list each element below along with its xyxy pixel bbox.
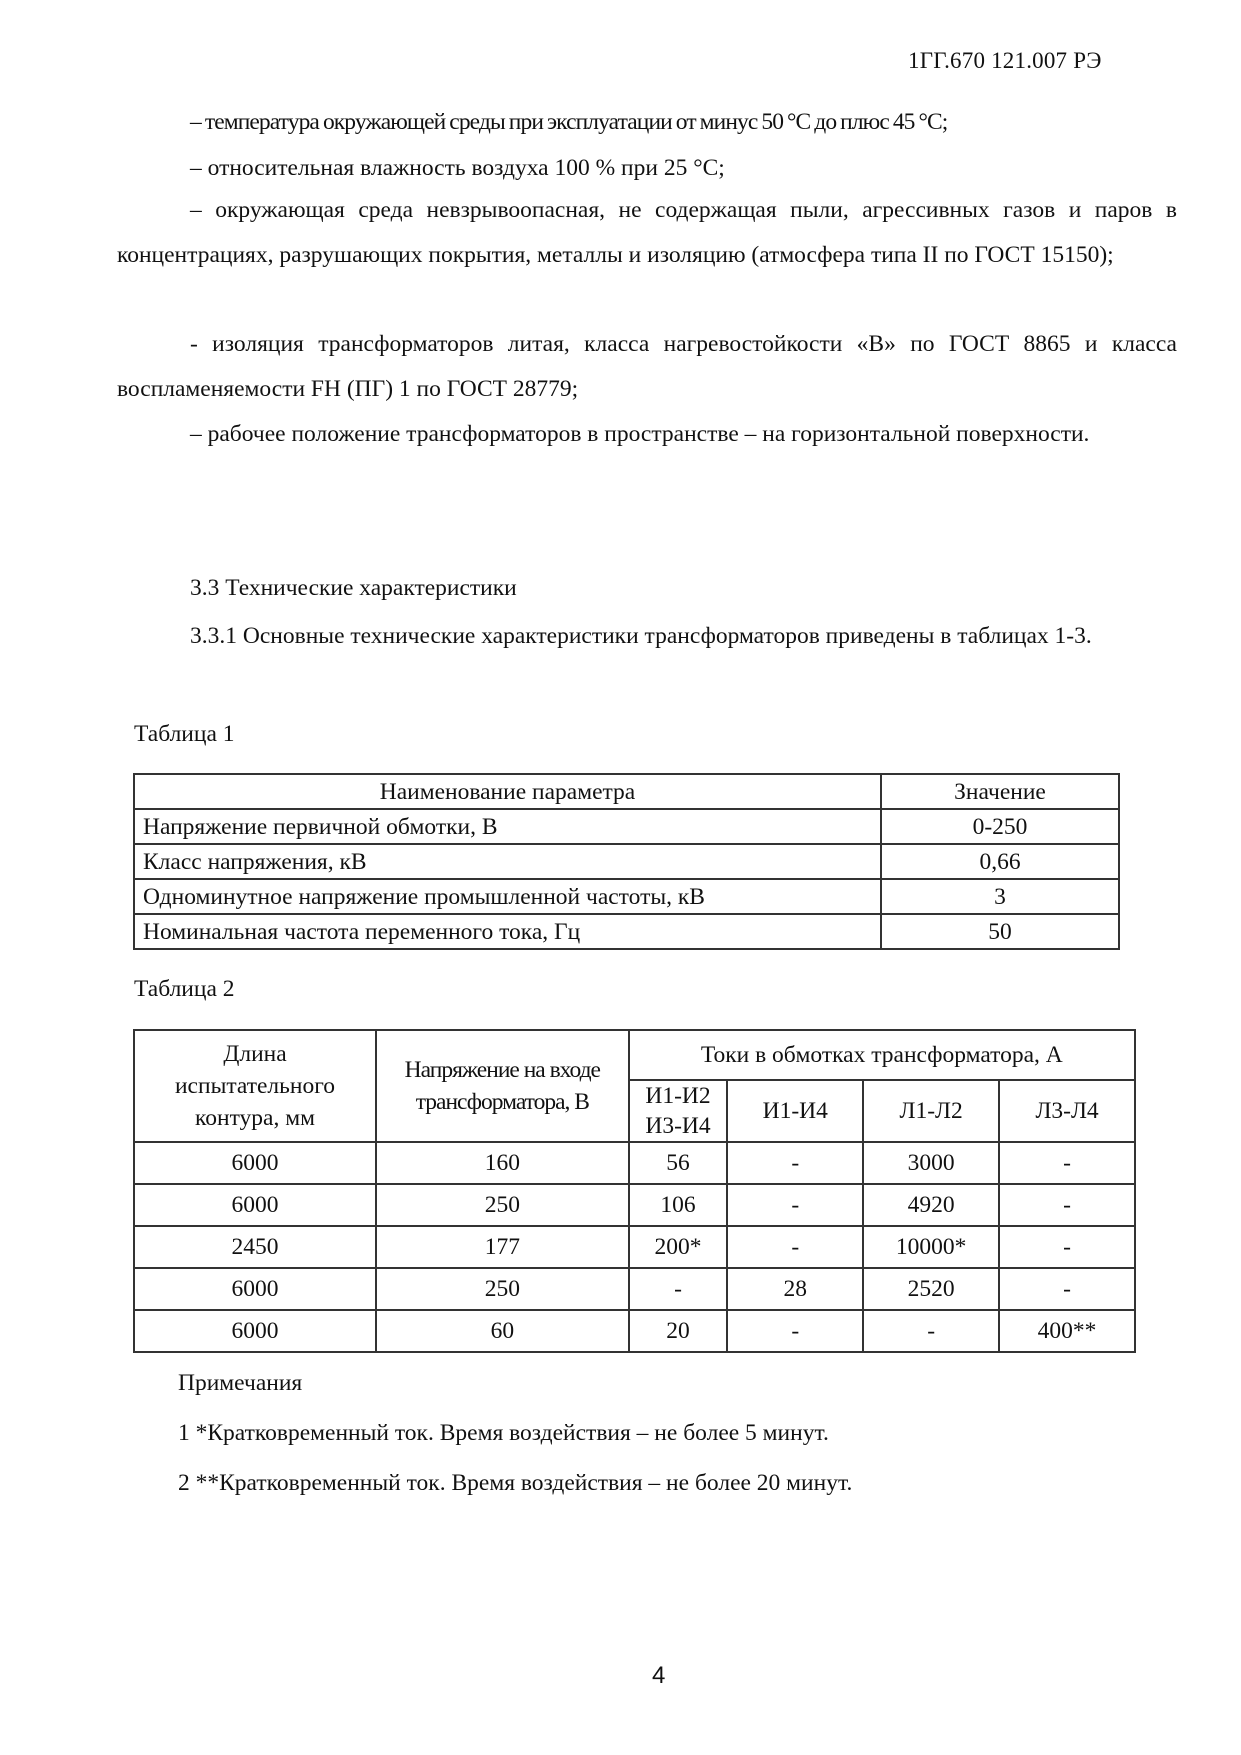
table-row: [134, 1310, 1135, 1352]
cell-voltage: 60: [376, 1310, 629, 1352]
cell-l3-l4: 400**: [999, 1310, 1135, 1352]
cell-l3-l4: -: [999, 1184, 1135, 1226]
cell-l3-l4: -: [999, 1142, 1135, 1184]
table-row: [134, 1142, 1135, 1184]
cell-i1-i4: -: [727, 1226, 863, 1268]
column-header-i1-i2-i3-i4: И1-И2 И3-И4: [629, 1080, 728, 1142]
cell-length: 6000: [134, 1268, 376, 1310]
parameter-value: 0-250: [881, 809, 1119, 844]
cell-i1-i4: -: [727, 1142, 863, 1184]
cell-l1-l2: 2520: [863, 1268, 999, 1310]
currents-table: [133, 1029, 1136, 1353]
table-row: [134, 1268, 1135, 1310]
cell-length: 6000: [134, 1184, 376, 1226]
parameter-value: 3: [881, 879, 1119, 914]
cell-i1-i2-i3-i4: 20: [629, 1310, 728, 1352]
column-group-currents: Токи в обмотках трансформатора, А: [629, 1030, 1135, 1080]
parameter-name: Одноминутное напряжение промышленной частоты, кВ: [134, 879, 881, 914]
parameter-name: Напряжение первичной обмотки, В: [134, 809, 881, 844]
section-heading: 3.3 Технические характеристики: [190, 575, 517, 601]
table1-caption: Таблица 1: [134, 721, 235, 747]
cell-length: 6000: [134, 1310, 376, 1352]
paragraph-environment: – окружающая среда невзрывоопасная, не содержащая пыли, агрессивных газов и паров в концентрациях, разрушающих покрытия, металлы и изоляцию (атмосфера типа II по ГОСТ 15150);: [117, 197, 1177, 268]
column-header-value: Значение: [881, 774, 1119, 809]
column-header-parameter: Наименование параметра: [134, 774, 881, 809]
page-number: 4: [652, 1662, 666, 1689]
table-row: [134, 1226, 1135, 1268]
cell-i1-i2-i3-i4: 56: [629, 1142, 728, 1184]
cell-length: 6000: [134, 1142, 376, 1184]
note-item: 1 *Кратковременный ток. Время воздействия – не более 5 минут.: [178, 1420, 829, 1446]
paragraph-position: – рабочее положение трансформаторов в пространстве – на горизонтальной поверхности.: [190, 421, 1090, 447]
table-row: [134, 809, 1119, 844]
cell-i1-i2-i3-i4: 106: [629, 1184, 728, 1226]
document-code: 1ГГ.670 121.007 РЭ: [908, 48, 1102, 73]
cell-l1-l2: 4920: [863, 1184, 999, 1226]
note-item: 2 **Кратковременный ток. Время воздействия – не более 20 минут.: [178, 1470, 853, 1496]
cell-l3-l4: -: [999, 1226, 1135, 1268]
cell-i1-i2-i3-i4: -: [629, 1268, 728, 1310]
cell-i1-i4: 28: [727, 1268, 863, 1310]
table-row: [134, 844, 1119, 879]
parameters-table: [133, 773, 1120, 950]
table-header-row: [134, 1030, 1135, 1080]
table-row: [134, 1184, 1135, 1226]
cell-i1-i4: -: [727, 1310, 863, 1352]
cell-length: 2450: [134, 1226, 376, 1268]
paragraph-humidity: – относительная влажность воздуха 100 % при 25 °С;: [190, 155, 725, 181]
parameter-value: 0,66: [881, 844, 1119, 879]
section-intro: 3.3.1 Основные технические характеристики трансформаторов приведены в таблицах 1-3.: [190, 623, 1092, 649]
cell-voltage: 250: [376, 1268, 629, 1310]
parameter-value: 50: [881, 914, 1119, 949]
column-header-l1-l2: Л1-Л2: [863, 1080, 999, 1142]
paragraph-insulation: - изоляция трансформаторов литая, класса нагревостойкости «В» по ГОСТ 8865 и класса воспламеняемости FH (ПГ) 1 по ГОСТ 28779;: [117, 331, 1177, 402]
parameter-name: Номинальная частота переменного тока, Гц: [134, 914, 881, 949]
cell-voltage: 250: [376, 1184, 629, 1226]
cell-l1-l2: 3000: [863, 1142, 999, 1184]
cell-i1-i2-i3-i4: 200*: [629, 1226, 728, 1268]
cell-l1-l2: -: [863, 1310, 999, 1352]
table2-caption: Таблица 2: [134, 976, 235, 1002]
column-header-voltage: Напряжение на входе трансформатора, В: [376, 1030, 629, 1142]
cell-voltage: 177: [376, 1226, 629, 1268]
cell-i1-i4: -: [727, 1184, 863, 1226]
cell-l3-l4: -: [999, 1268, 1135, 1310]
table-row: [134, 879, 1119, 914]
cell-voltage: 160: [376, 1142, 629, 1184]
cell-l1-l2: 10000*: [863, 1226, 999, 1268]
column-header-i1-i4: И1-И4: [727, 1080, 863, 1142]
parameter-name: Класс напряжения, кВ: [134, 844, 881, 879]
table-header-row: [134, 774, 1119, 809]
column-header-length: Длина испытательного контура, мм: [134, 1030, 376, 1142]
paragraph-temperature: – температура окружающей среды при эксплуатации от минус 50 °С до плюс 45 °С;: [190, 109, 948, 135]
column-header-l3-l4: Л3-Л4: [999, 1080, 1135, 1142]
notes-title: Примечания: [178, 1370, 303, 1396]
table-row: [134, 914, 1119, 949]
